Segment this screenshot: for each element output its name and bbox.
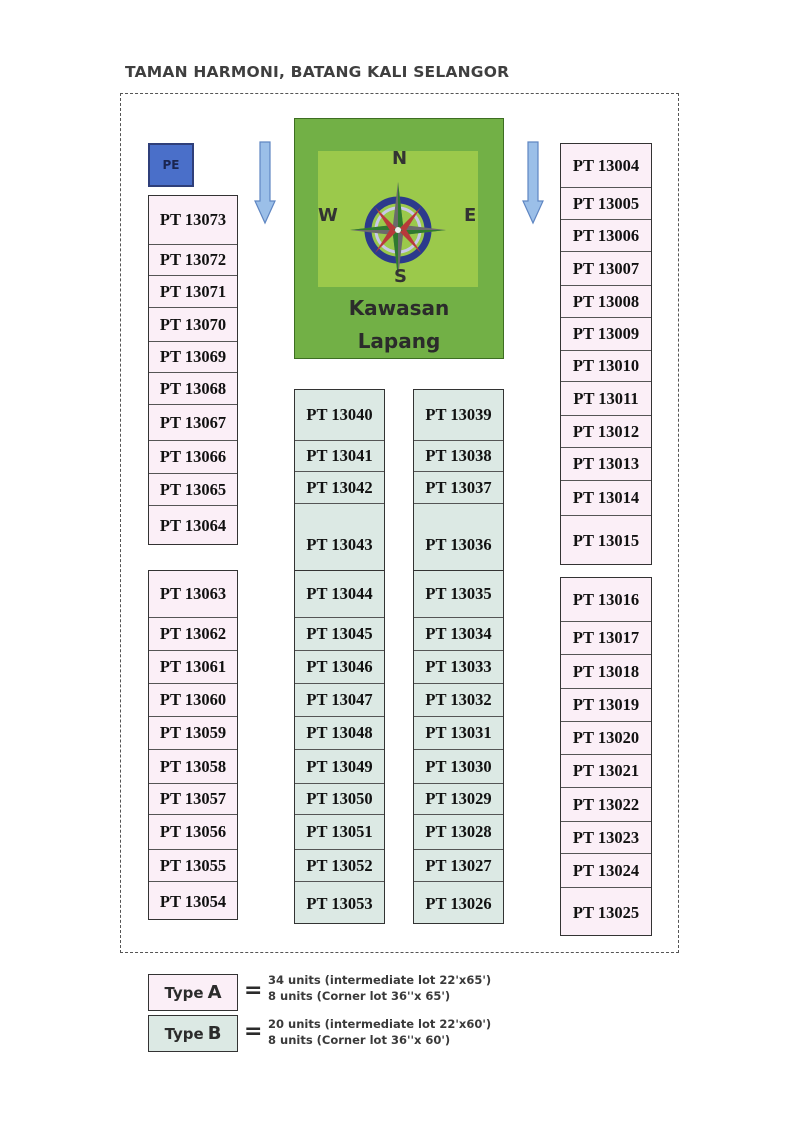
lot-cell: PT 13035 [414,571,503,618]
lot-cell: PT 13048 [295,717,384,750]
compass-north-label: N [392,148,408,169]
lot-cell: PT 13030 [414,750,503,784]
pe-substation: PE [148,143,194,187]
lot-cell: PT 13052 [295,850,384,882]
lot-cell: PT 13039 [414,390,503,441]
lot-cell: PT 13069 [149,342,237,373]
park-inner [318,148,478,287]
legend-type-a-text [268,972,491,1004]
lot-cell: PT 13053 [306,893,373,913]
lot-cell: PT 13013 [561,448,651,481]
lot-cell: PT 13009 [561,318,651,351]
lot-cell: PT 13014 [561,481,651,516]
lot-cell: PT 13021 [561,755,651,788]
lot-cell: PT 13059 [149,717,237,750]
park-label-line2: Lapang [357,329,441,353]
legend-type-a-label: Type [164,983,204,1002]
lot-cell: PT 13004 [561,144,651,188]
lot-cell: PT 13015 [572,531,640,550]
legend-type-b-box [148,1015,238,1052]
lot-cell: PT 13026 [425,893,492,913]
lot-cell: PT 13066 [149,441,237,474]
lot-cell: PT 13056 [149,815,237,850]
lot-cell: PT 13032 [414,684,503,717]
lot-cell: PT 13067 [149,405,237,441]
lot-cell: PT 13040 [295,390,384,441]
lot-cell: PT 13049 [295,750,384,784]
lot-cell: PT 13020 [561,722,651,755]
lot-block-type-a [148,570,238,920]
legend-type-a-equals: = [244,978,263,1003]
lot-block-type-b [294,389,385,584]
compass-west-label: W [318,205,338,226]
left-down-arrow-icon [254,141,276,225]
lot-cell: PT 13058 [149,750,237,784]
lot-cell: PT 13045 [295,618,384,651]
legend-type-b-line1: 20 units (intermediate lot 22'x60') [268,1017,492,1031]
lot-cell: PT 13047 [295,684,384,717]
compass-south-label: S [394,266,407,287]
lot-cell: PT 13012 [561,416,651,448]
legend-type-b-text [268,1016,491,1048]
legend-type-a-box [148,974,238,1011]
lot-block-type-b [413,570,504,924]
lot-cell: PT 13043 [306,534,373,554]
lot-cell: PT 13044 [295,571,384,618]
lot-cell: PT 13016 [561,578,651,622]
legend-type-b-label: Type [164,1024,204,1043]
lot-cell: PT 13022 [561,788,651,822]
lot-cell: PT 13018 [561,655,651,689]
lot-cell: PT 13031 [414,717,503,750]
legend-type-b-equals: = [244,1019,263,1044]
compass-east-label: E [464,205,477,226]
lot-cell: PT 13064 [159,516,227,535]
right-down-arrow-icon [522,141,544,225]
lot-block-type-a [560,143,652,565]
lot-block-type-b [294,570,385,924]
open-space-park [294,118,504,359]
lot-cell: PT 13071 [149,276,237,308]
lot-cell: PT 13046 [295,651,384,684]
lot-cell: PT 13036 [425,534,492,554]
lot-block-type-a [560,577,652,936]
lot-cell: PT 13054 [159,891,227,911]
lot-cell: PT 13006 [561,220,651,252]
lot-cell: PT 13025 [572,902,640,922]
lot-cell: PT 13028 [414,815,503,850]
lot-cell: PT 13051 [295,815,384,850]
legend-type-b-letter: B [207,1023,222,1044]
lot-cell: PT 13065 [149,474,237,506]
park-label-line1: Kawasan [348,296,450,320]
lot-cell: PT 13063 [149,571,237,618]
lot-cell: PT 13033 [414,651,503,684]
lot-cell: PT 13060 [149,684,237,717]
lot-cell: PT 13061 [149,651,237,684]
lot-cell: PT 13068 [149,373,237,405]
lot-cell: PT 13010 [561,351,651,382]
lot-cell: PT 13055 [149,850,237,882]
legend-type-a-letter: A [207,982,222,1003]
lot-cell: PT 13041 [295,441,384,472]
lot-block-type-a [148,195,238,545]
lot-cell: PT 13017 [561,622,651,655]
lot-cell: PT 13073 [149,196,237,245]
lot-cell: PT 13011 [561,382,651,416]
lot-cell: PT 13042 [295,472,384,504]
legend-type-a-line1: 34 units (intermediate lot 22'x65') [268,973,492,987]
lot-cell: PT 13038 [414,441,503,472]
lot-cell: PT 13027 [414,850,503,882]
lot-cell: PT 13072 [149,245,237,276]
lot-cell: PT 13005 [561,188,651,220]
lot-cell: PT 13024 [561,854,651,888]
lot-cell: PT 13007 [561,252,651,286]
lot-cell: PT 13062 [149,618,237,651]
lot-cell: PT 13050 [295,784,384,815]
legend-type-b-line2: 8 units (Corner lot 36''x 60') [268,1033,451,1047]
lot-cell: PT 13057 [149,784,237,815]
lot-cell: PT 13070 [149,308,237,342]
legend-type-a-line2: 8 units (Corner lot 36''x 65') [268,989,451,1003]
lot-cell: PT 13034 [414,618,503,651]
lot-cell: PT 13008 [561,286,651,318]
lot-cell: PT 13037 [414,472,503,504]
lot-cell: PT 13019 [561,689,651,722]
page-title: TAMAN HARMONI, BATANG KALI SELANGOR [125,63,510,81]
lot-cell: PT 13029 [414,784,503,815]
lot-cell: PT 13023 [561,822,651,854]
lot-block-type-b [413,389,504,584]
